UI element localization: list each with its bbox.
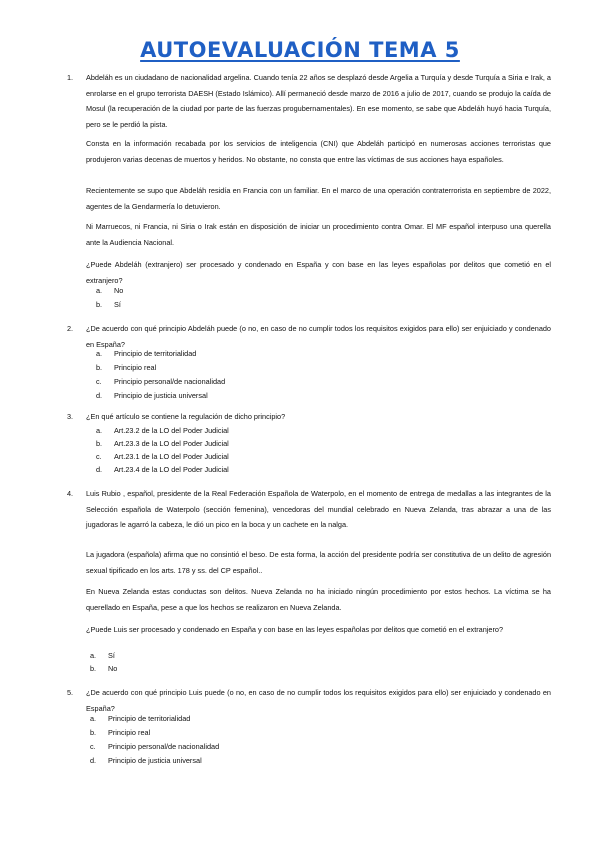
option-text: Principio real xyxy=(114,363,157,372)
option-text: No xyxy=(114,286,124,295)
question-5-prompt: ¿De acuerdo con qué principio Luis puede (o no, en caso de no cumplir todos los requisitos exigidos para ello) ser enjuiciado y condenado en España? xyxy=(86,688,551,713)
option-text: Principio de territorialidad xyxy=(108,714,191,723)
option-text: Art.23.2 de la LO del Poder Judicial xyxy=(114,426,229,435)
option-letter: b. xyxy=(96,439,103,448)
question-1-paragraph-3: Recientemente se supo que Abdeláh residía en Francia con un familiar. En el marco de una operación contraterrorista en septiembre de 2022, agentes de la Gendarmería lo detuvieron. xyxy=(86,186,551,211)
option-text: Principio personal/de nacionalidad xyxy=(108,742,220,751)
option-letter: b. xyxy=(90,664,97,673)
question-2-number: 2. xyxy=(67,324,74,333)
question-1-paragraph-4: Ni Marruecos, ni Francia, ni Siria o Irak están en disposición de iniciar un procedimiento contra Omar. El MF español interpuso una querella ante la Audiencia Nacional. xyxy=(86,222,551,247)
option-letter: c. xyxy=(90,742,96,751)
question-4-paragraph-2: La jugadora (española) afirma que no consintió el beso. De esta forma, la acción del presidente podría ser constitutiva de un delito de agresión sexual tipificado en los arts. 178 y ss. del CP español.. xyxy=(86,550,551,575)
option-text: Sí xyxy=(108,651,115,660)
question-1-paragraph-1: Abdeláh es un ciudadano de nacionalidad argelina. Cuando tenía 22 años se desplazó desde Argelia a Turquía y desde Turquía a Siria e Irak, a enrolarse en el grupo terrorista DAESH (Estado Islámico). Allí permaneció desde marzo de 2016 a julio de 2017, cuando se produjo la caída de Mosul (la recuperación de la ciudad por parte de las fuerzas progubernamentales). En ese momento, se sabe que Abdeláh huyó hacia Turquía, pero se le perdió la pista. xyxy=(86,73,551,129)
option-text: Art.23.1 de la LO del Poder Judicial xyxy=(114,452,229,461)
question-4-prompt: ¿Puede Luis ser procesado y condenado en España y con base en las leyes españolas por delitos que cometió en el extranjero? xyxy=(86,625,504,634)
option-letter: b. xyxy=(90,728,97,737)
option-letter: b. xyxy=(96,300,103,309)
option-text: Principio personal/de nacionalidad xyxy=(114,377,226,386)
question-4-paragraph-1: Luis Rubio , español, presidente de la Real Federación Española de Waterpolo, en el momento de entrega de medallas a las integrantes de la Selección española de Waterpolo (sección femenina), vencedoras del mundial celebrado en Nueva Zelanda, tras abrazar a una de las jugadoras le agarró la cabeza, le dió un pico en la boca y un cachete en la nalga. xyxy=(86,489,551,530)
question-4-number: 4. xyxy=(67,489,74,498)
option-letter: d. xyxy=(96,391,103,400)
question-3-number: 3. xyxy=(67,412,74,421)
option-letter: c. xyxy=(96,377,102,386)
option-text: Principio de justicia universal xyxy=(108,756,202,765)
option-text: Principio real xyxy=(108,728,151,737)
option-text: Art.23.3 de la LO del Poder Judicial xyxy=(114,439,229,448)
option-text: Art.23.4 de la LO del Poder Judicial xyxy=(114,465,229,474)
option-letter: a. xyxy=(96,426,103,435)
option-letter: a. xyxy=(96,286,103,295)
option-letter: c. xyxy=(96,452,102,461)
option-letter: a. xyxy=(90,651,97,660)
question-3-prompt: ¿En qué artículo se contiene la regulación de dicho principio? xyxy=(86,412,286,421)
option-text: Principio de territorialidad xyxy=(114,349,197,358)
option-letter: a. xyxy=(96,349,103,358)
question-5-number: 5. xyxy=(67,688,74,697)
question-1-number: 1. xyxy=(67,73,74,82)
option-letter: b. xyxy=(96,363,103,372)
page-title: AUTOEVALUACIÓN TEMA 5 xyxy=(140,38,460,62)
question-4-paragraph-3: En Nueva Zelanda estas conductas son delitos. Nueva Zelanda no ha iniciado ningún procedimiento por estos hechos. La víctima se ha querellado en España, pese a que los hechos se realizaron en Nueva Zelanda. xyxy=(86,587,551,612)
option-letter: d. xyxy=(90,756,97,765)
option-text: Sí xyxy=(114,300,121,309)
option-text: Principio de justicia universal xyxy=(114,391,208,400)
option-text: No xyxy=(108,664,118,673)
question-1-paragraph-2: Consta en la información recabada por los servicios de inteligencia (CNI) que Abdeláh participó en numerosas acciones terroristas que produjeron varias decenas de muertos y heridos. No obstante, no consta que entre las víctimas de sus acciones haya españoles. xyxy=(86,139,551,164)
option-letter: d. xyxy=(96,465,103,474)
option-letter: a. xyxy=(90,714,97,723)
question-1-prompt: ¿Puede Abdeláh (extranjero) ser procesado y condenado en España y con base en las leyes españolas por delitos que cometió en el extranjero? xyxy=(86,260,551,285)
question-2-prompt: ¿De acuerdo con qué principio Abdeláh puede (o no, en caso de no cumplir todos los requisitos exigidos para ello) ser enjuiciado y condenado en España? xyxy=(86,324,551,349)
